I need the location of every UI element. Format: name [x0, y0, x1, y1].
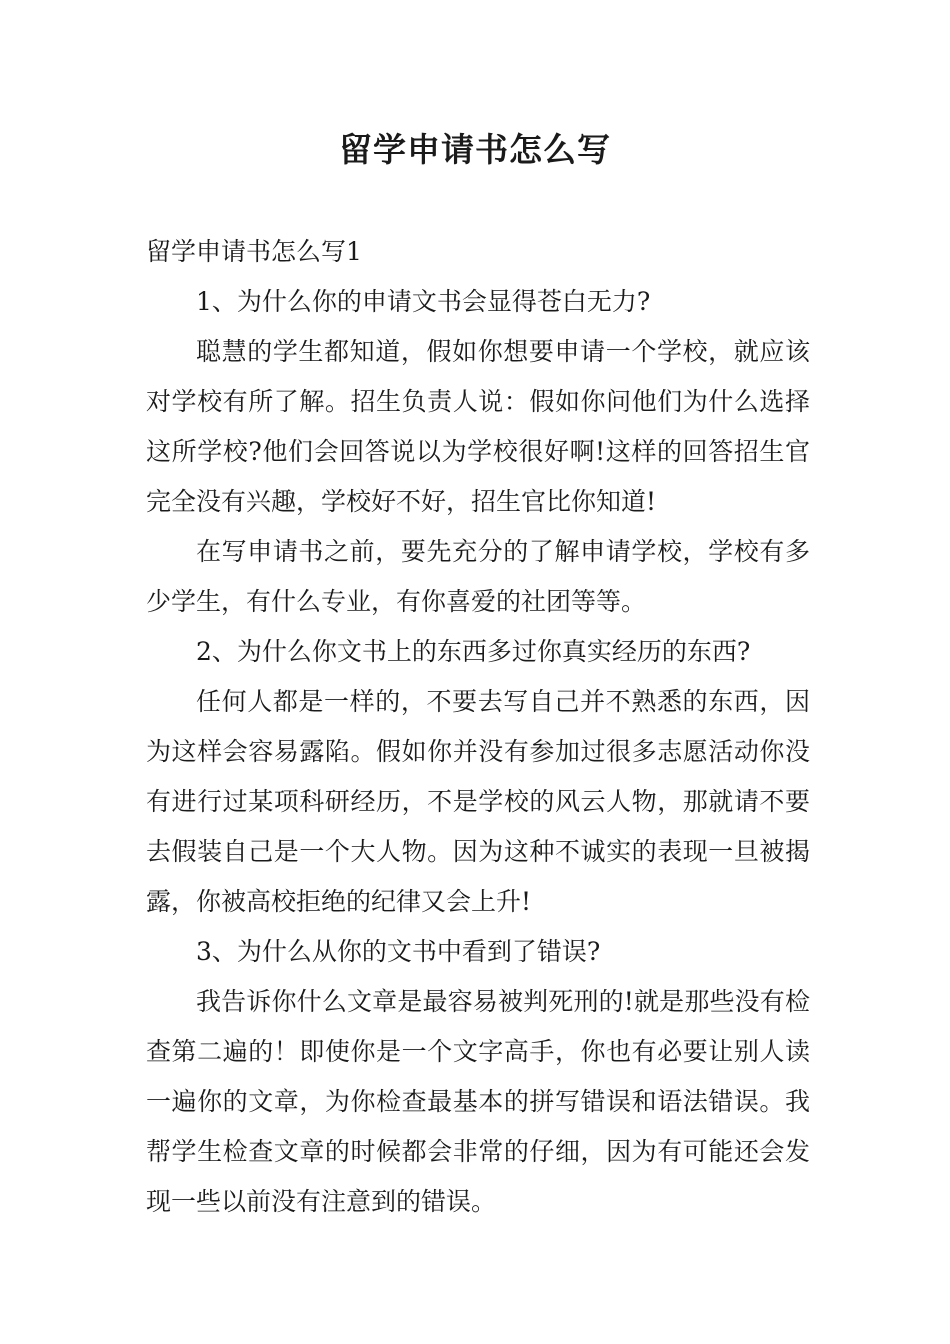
paragraph-3: 任何人都是一样的，不要去写自己并不熟悉的东西，因为这样会容易露陷。假如你并没有参加过很多志愿活动你没有进行过某项科研经历，不是学校的风云人物，那就请不要去假装自己是一个大人物。因为这种不诚实的表现一旦被揭露，你被高校拒绝的纪律又会上升!: [146, 687, 810, 916]
paragraph-2: 在写申请书之前，要先充分的了解申请学校，学校有多少学生，有什么专业，有你喜爱的社团等等。: [146, 537, 810, 616]
question-1: 1、为什么你的申请文书会显得苍白无力?: [196, 287, 651, 316]
question-2: 2、为什么你文书上的东西多过你真实经历的东西?: [196, 637, 751, 666]
question-3: 3、为什么从你的文书中看到了错误?: [196, 937, 601, 966]
paragraph-4: 我告诉你什么文章是最容易被判死刑的!就是那些没有检查第二遍的！即使你是一个文字高手，你也有必要让别人读一遍你的文章，为你检查最基本的拼写错误和语法错误。我帮学生检查文章的时候都会非常的仔细，因为有可能还会发现一些以前没有注意到的错误。: [146, 987, 810, 1216]
document-body: [146, 227, 810, 1227]
paragraph-1: 聪慧的学生都知道，假如你想要申请一个学校，就应该对学校有所了解。招生负责人说：假如你问他们为什么选择这所学校?他们会回答说以为学校很好啊!这样的回答招生官完全没有兴趣，学校好不好，招生官比你知道!: [146, 337, 810, 516]
document-title: 留学申请书怎么写: [339, 130, 611, 169]
section-heading: 留学申请书怎么写1: [146, 237, 362, 266]
